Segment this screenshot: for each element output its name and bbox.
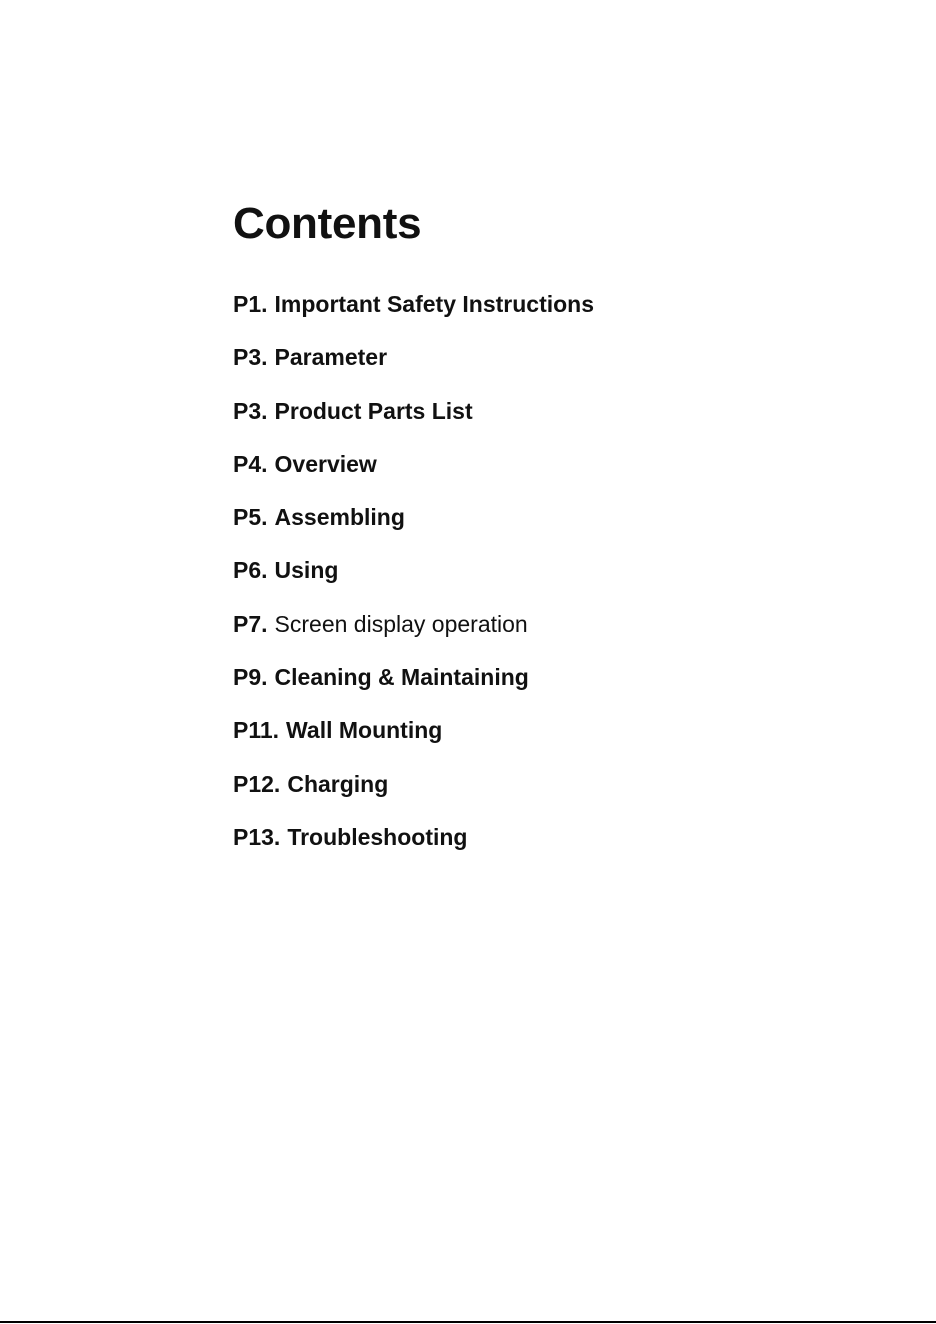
toc-entry-cleaning-maintaining [233, 661, 594, 714]
toc-entry-charging [233, 768, 594, 821]
toc-entry-wall-mounting [233, 714, 594, 767]
toc-page-number: P4. [233, 450, 268, 477]
toc-page-number: P9. [233, 664, 268, 691]
toc-entry-troubleshooting [233, 821, 594, 874]
toc-entry-title: Product Parts List [274, 397, 473, 424]
page-title: Contents [233, 199, 422, 248]
toc-entry-safety-instructions [233, 288, 594, 341]
toc-entry-using [233, 554, 594, 607]
toc-entry-assembling [233, 501, 594, 554]
toc-page-number: P11. [233, 717, 280, 744]
toc-entry-screen-display-operation [233, 608, 594, 661]
toc-entry-title: Important Safety Instructions [274, 291, 595, 317]
toc-entry-product-parts-list [233, 395, 594, 448]
toc-entry-parameter [233, 341, 594, 394]
toc-page-number: P13. [233, 823, 281, 850]
toc-entry-title: Overview [274, 450, 377, 477]
toc-page-number: P3. [233, 397, 268, 424]
toc-entry-title: Parameter [274, 344, 388, 371]
toc-page-number: P12. [233, 770, 281, 797]
toc-entry-title: Cleaning & Maintaining [274, 664, 529, 691]
toc-page-number: P7. [233, 610, 268, 637]
toc-entry-title: Screen display operation [274, 610, 528, 637]
toc-page-number: P3. [233, 344, 268, 371]
toc-entry-title: Assembling [274, 504, 405, 531]
toc-entry-title: Wall Mounting [286, 717, 443, 744]
table-of-contents [233, 288, 594, 874]
toc-entry-overview [233, 448, 594, 501]
toc-entry-title: Charging [287, 770, 389, 797]
toc-page-number: P5. [233, 504, 268, 531]
toc-page-number: P1. [233, 291, 268, 317]
toc-page-number: P6. [233, 557, 268, 584]
toc-entry-title: Using [274, 557, 339, 584]
toc-entry-title: Troubleshooting [287, 823, 468, 850]
bottom-divider [0, 1321, 936, 1323]
